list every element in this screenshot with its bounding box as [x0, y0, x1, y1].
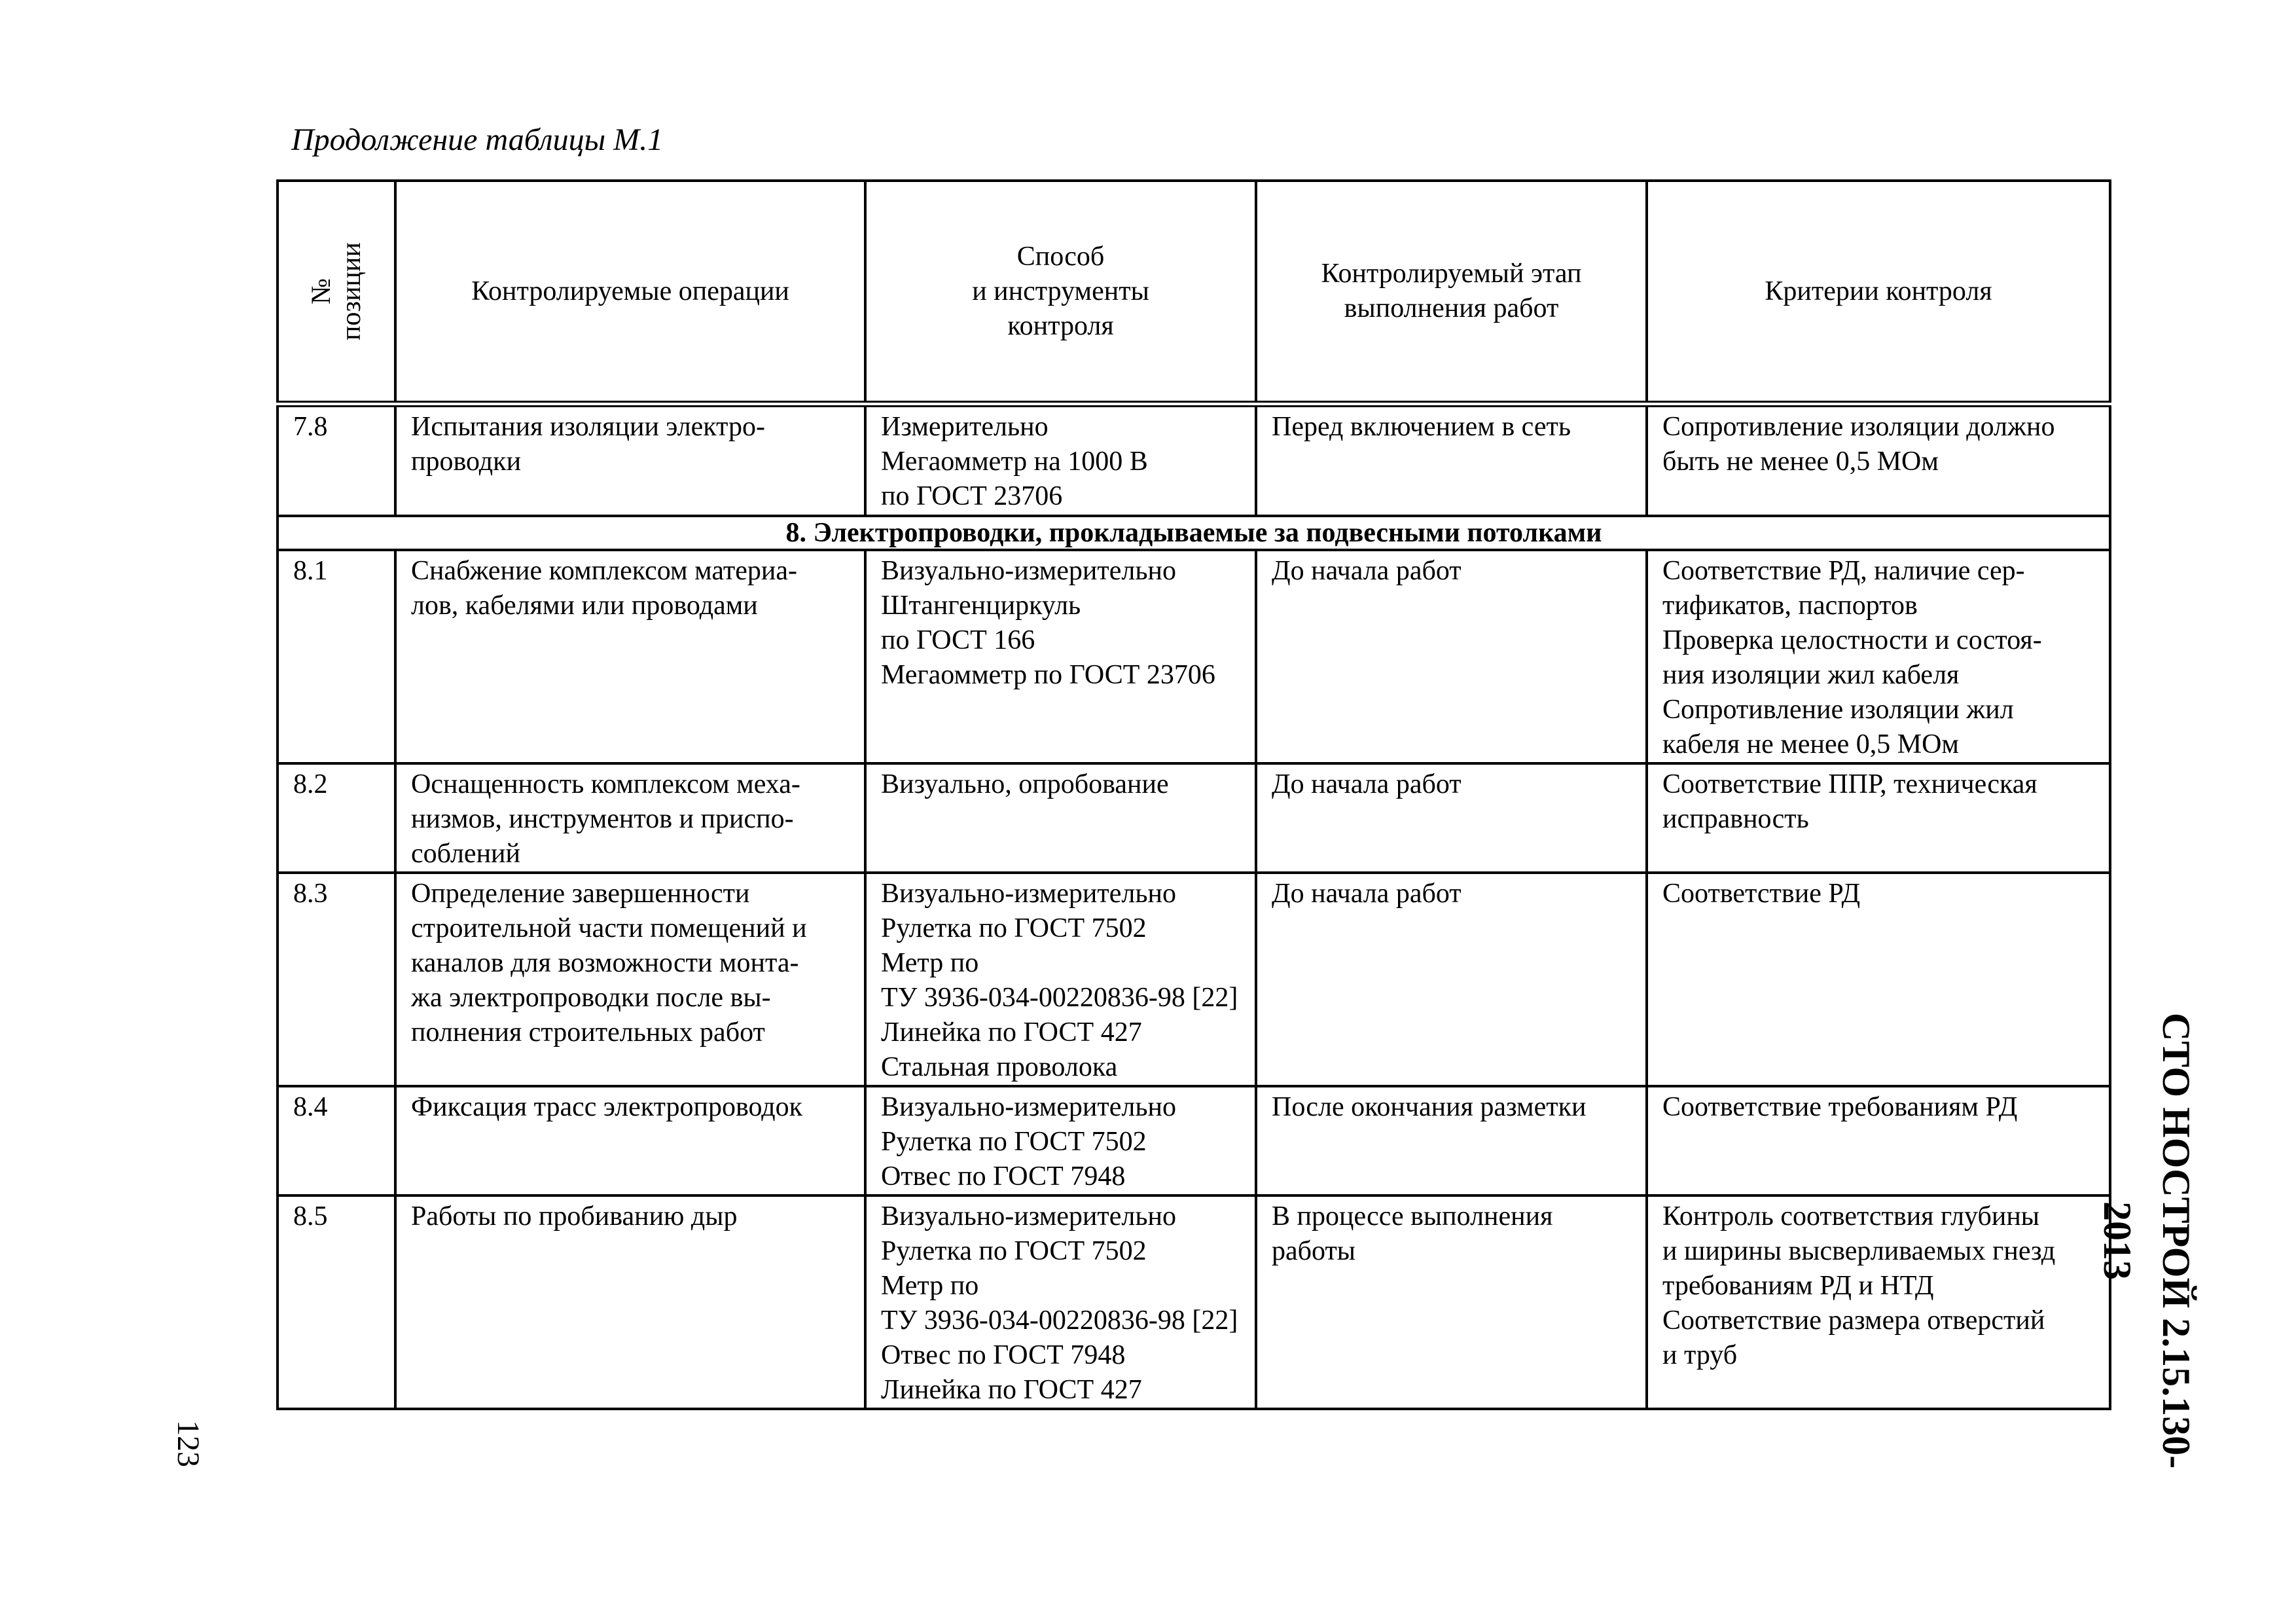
header-criteria: Критерии контроля	[1647, 181, 2110, 404]
row-stage: Перед включением в сеть	[1256, 404, 1647, 516]
row-number: 7.8	[278, 404, 395, 516]
table-row	[278, 763, 2110, 873]
row-criteria: Сопротивление изоляции должно быть не менее 0,5 МОм	[1647, 404, 2110, 516]
row-number: 8.1	[278, 550, 395, 763]
row-number: 8.4	[278, 1086, 395, 1195]
row-criteria: Контроль соответствия глубины и ширины высверливаемых гнезд требованиям РД и НТД Соответствие размера отверстий и труб	[1647, 1195, 2110, 1409]
table-row	[278, 1195, 2110, 1409]
row-stage: До начала работ	[1256, 873, 1647, 1086]
row-criteria: Соответствие требованиям РД	[1647, 1086, 2110, 1195]
page-number: 123	[171, 1420, 206, 1467]
header-operations: Контролируемые операции	[395, 181, 865, 404]
row-stage: После окончания разметки	[1256, 1086, 1647, 1195]
row-stage: В процессе выполнения работы	[1256, 1195, 1647, 1409]
header-stage: Контролируемый этап выполнения работ	[1256, 181, 1647, 404]
row-operation: Испытания изоляции электро- проводки	[395, 404, 865, 516]
row-method: Визуально-измерительно Штангенциркуль по ГОСТ 166 Мегаомметр по ГОСТ 23706	[865, 550, 1256, 763]
table-header-row	[278, 181, 2110, 404]
row-criteria: Соответствие РД	[1647, 873, 2110, 1086]
section-row	[278, 516, 2110, 550]
section-8-title: 8. Электропроводки, прокладываемые за подвесными потолками	[278, 516, 2110, 550]
row-method: Визуально-измерительно Рулетка по ГОСТ 7502 Метр по ТУ 3936-034-00220836-98 [22] Отвес по ГОСТ 7948 Линейка по ГОСТ 427	[865, 1195, 1256, 1409]
row-stage: До начала работ	[1256, 763, 1647, 873]
row-number: 8.5	[278, 1195, 395, 1409]
row-method: Визуально-измерительно Рулетка по ГОСТ 7502 Отвес по ГОСТ 7948	[865, 1086, 1256, 1195]
table-row	[278, 404, 2110, 516]
row-method: Измерительно Мегаомметр на 1000 В по ГОСТ 23706	[865, 404, 1256, 516]
table-caption: Продолжение таблицы М.1	[291, 122, 664, 157]
header-method: Способ и инструменты контроля	[865, 181, 1256, 404]
control-table	[276, 179, 2111, 1410]
table-row	[278, 1086, 2110, 1195]
row-criteria: Соответствие ППР, техническая исправность	[1647, 763, 2110, 873]
table-row	[278, 873, 2110, 1086]
header-position-number	[278, 181, 395, 404]
row-operation: Снабжение комплексом материа- лов, кабелями или проводами	[395, 550, 865, 763]
row-number: 8.3	[278, 873, 395, 1086]
row-operation: Работы по пробиванию дыр	[395, 1195, 865, 1409]
row-operation: Определение завершенности строительной части помещений и каналов для возможности монта- жа электропроводки после вы- полнения строительных работ	[395, 873, 865, 1086]
row-criteria: Соответствие РД, наличие сер- тификатов, паспортов Проверка целостности и состоя- ния изоляции жил кабеля Сопротивление изоляции жил кабеля не менее 0,5 МОм	[1647, 550, 2110, 763]
row-stage: До начала работ	[1256, 550, 1647, 763]
row-operation: Фиксация трасс электропроводок	[395, 1086, 865, 1195]
row-method: Визуально, опробование	[865, 763, 1256, 873]
row-number: 8.2	[278, 763, 395, 873]
header-position-number-label: № позиции	[306, 242, 367, 340]
document-code: СТО НОСТРОЙ 2.15.130-2013	[2096, 1012, 2198, 1469]
row-operation: Оснащенность комплексом меха- низмов, инструментов и приспо- соблений	[395, 763, 865, 873]
row-method: Визуально-измерительно Рулетка по ГОСТ 7502 Метр по ТУ 3936-034-00220836-98 [22] Линейка по ГОСТ 427 Стальная проволока	[865, 873, 1256, 1086]
table-row	[278, 550, 2110, 763]
